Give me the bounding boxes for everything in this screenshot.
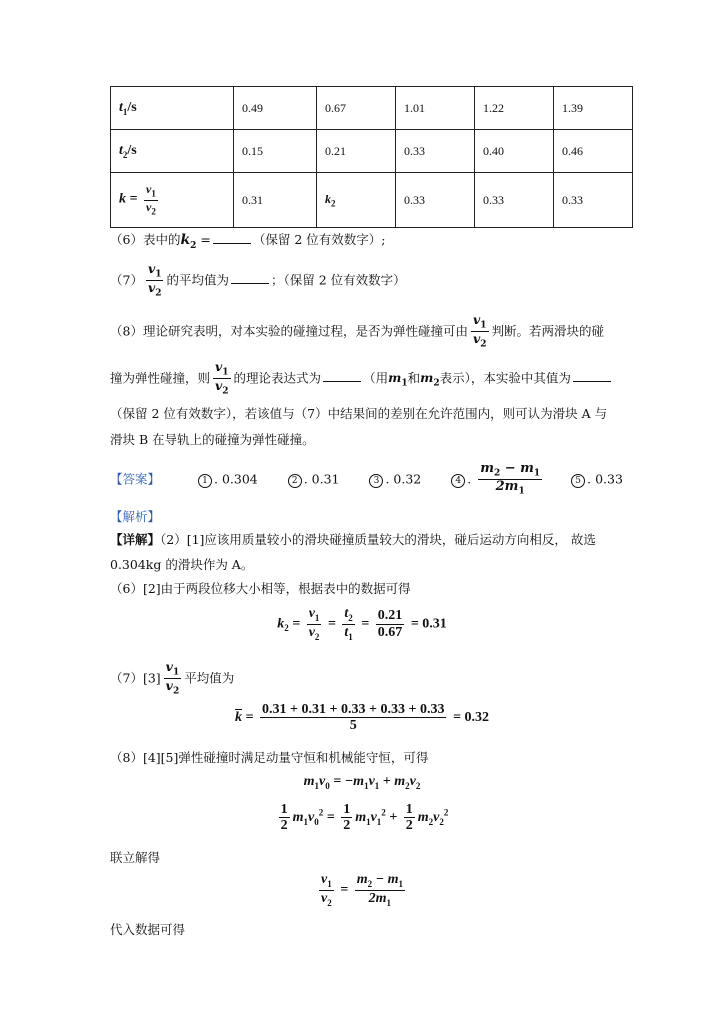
analysis-paragraph-2b: 0.304kg 的滑块作为 A。 [110, 557, 254, 572]
table-cell: 0.33 [554, 173, 633, 228]
table-cell: 0.15 [234, 130, 317, 173]
table-cell: 0.46 [554, 130, 633, 173]
row-label-k: k = $\frac{v_1}{v_2}$ [111, 173, 234, 228]
table-cell: 0.33 [475, 173, 554, 228]
table-cell: 1.39 [554, 87, 633, 130]
analysis-substitute: 代入数据可得 [110, 922, 186, 937]
analysis-label: 【解析】 [110, 509, 161, 524]
answer-blank [323, 381, 361, 382]
equation-ratio: $\frac{v_1}{v_2}$ = $\frac{m_2 - m_1}{2m_1}$ [321, 872, 403, 908]
equation-k-average: $\overline{k}$ = $\frac{0.31 + 0.31 + 0.33 + 0.33 + 0.33}{5}$ = 0.32 [235, 702, 489, 734]
question-8-line-1: （8）理论研究表明，对本实验的碰撞过程，是否为弹性碰撞可由 $\frac{v_1}{v_2}$ 判断。若两滑块的碰 [110, 312, 605, 350]
equation-k2: $k_2$ = $\frac{v_1}{v_2}$ = $\frac{t_2}{t_1}$ = $\frac{0.21}{0.67}$ = 0.31 [277, 606, 447, 642]
table-cell: 0.33 [396, 173, 475, 228]
answer-blank [213, 243, 251, 244]
question-6: （6）表中的$k_2$ = （保留 2 位有效数字）; [110, 232, 386, 251]
table-cell: $k_2$ [317, 173, 396, 228]
question-8-line-4: 滑块 B 在导轨上的碰撞为弹性碰撞。 [110, 432, 315, 447]
row-label-t2: $t_2/s$ [111, 130, 234, 173]
answer-label: 【答案】 [110, 471, 161, 487]
analysis-paragraph-6: （6）[2]由于两段位移大小相等，根据表中的数据可得 [110, 581, 411, 596]
circle-number: 5 [571, 474, 585, 488]
circle-number: 2 [288, 474, 302, 488]
question-8-line-3: （保留 2 位有效数字），若该值与（7）中结果间的差别在允许范围内，则可认为滑块 A 与 [110, 406, 608, 421]
table-cell: 0.67 [317, 87, 396, 130]
equation-momentum: $m_1v_0 = -m_1v_1 + m_2v_2$ [303, 774, 421, 791]
table-cell: 0.40 [475, 130, 554, 173]
table-cell: 0.33 [396, 130, 475, 173]
analysis-join: 联立解得 [110, 850, 161, 865]
table-row [111, 173, 633, 228]
table-cell: 0.31 [234, 173, 317, 228]
row-label-t1: $t_1/s$ [111, 87, 234, 130]
question-7: （7） $\frac{v_1}{v_2}$ 的平均值为 ；（保留 2 位有效数字） [110, 261, 406, 299]
answer-blank [573, 381, 611, 382]
equation-energy: $\frac{1}{2}$ $m_1v_0^2$ = $\frac{1}{2}$ $m_1v_1^2$ + $\frac{1}{2}$ $m_2v_2^2$ [280, 802, 449, 834]
circle-number: 4 [451, 474, 465, 488]
analysis-paragraph-7: （7）[3] $\frac{v_1}{v_2}$ 平均值为 [110, 659, 235, 697]
answer-blank [231, 283, 269, 284]
table-cell: 1.22 [475, 87, 554, 130]
answer-line: 【答案】 1 . 0.304 2 . 0.31 3 . 0.32 4 . $\frac{m_2 - m_1}{2m_1}$ 5 . 0.33 [110, 461, 623, 498]
table-row [111, 130, 633, 173]
question-8-line-2: 撞为弹性碰撞，则 $\frac{v_1}{v_2}$ 的理论表达式为 （用$m_1$和$m_2$表示），本实验中其值为 [110, 360, 613, 398]
table-cell: 1.01 [396, 87, 475, 130]
circle-number: 3 [369, 474, 383, 488]
table-cell: 0.21 [317, 130, 396, 173]
analysis-paragraph-8: （8）[4][5]弹性碰撞时满足动量守恒和机械能守恒，可得 [110, 750, 429, 765]
table-cell: 0.49 [234, 87, 317, 130]
data-table [110, 86, 633, 228]
circle-number: 1 [198, 474, 212, 488]
analysis-paragraph-2: 【详解】（2）[1]应该用质量较小的滑块碰撞质量较大的滑块，碰后运动方向相反， 故选 [110, 532, 596, 547]
table-row [111, 87, 633, 130]
